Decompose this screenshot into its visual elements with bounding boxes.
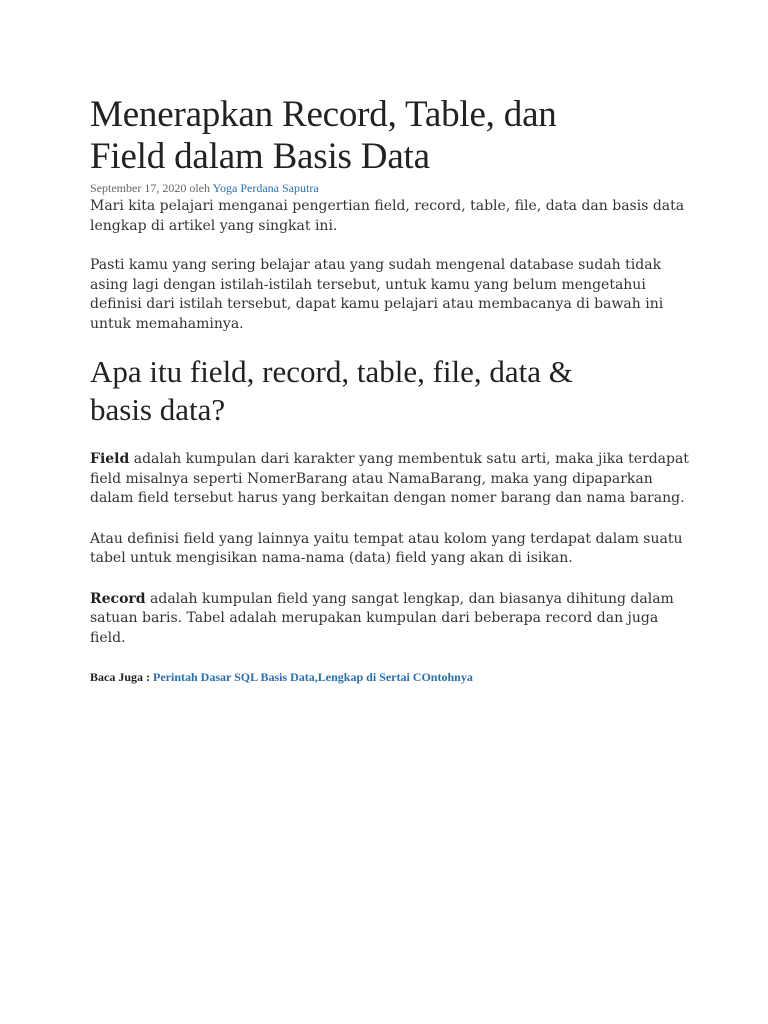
read-also [90,670,690,684]
paragraph-field-alt: Atau definisi field yang lainnya yaitu tempat atau kolom yang terdapat dalam suatu tabel untuk mengisikan nama-nama (data) field yang akan di isikan. [90,530,683,566]
paragraph-field [90,450,690,509]
article-title-line1: Menerapkan Record, Table, dan [90,94,557,135]
field-term: Field [90,451,130,467]
section-heading-line1: Apa itu field, record, table, file, data & [90,354,573,389]
article-title-line2: Field dalam Basis Data [90,136,430,177]
read-also-label: Baca Juga : [90,670,150,684]
section-heading [90,353,690,429]
byline-by: oleh [189,181,210,195]
paragraph-record [90,590,690,649]
article-title [90,94,690,178]
record-definition: adalah kumpulan field yang sangat lengkap, dan biasanya dihitung dalam satuan baris. Tabel adalah merupakan kumpulan dari beberapa record dan juga field. [90,590,674,646]
read-also-link[interactable]: Perintah Dasar SQL Basis Data,Lengkap di Sertai COntohnya [153,670,473,684]
author-link[interactable]: Yoga Perdana Saputra [212,181,319,195]
paragraph-database-terms: Pasti kamu yang sering belajar atau yang sudah mengenal database sudah tidak asing lagi dengan istilah-istilah tersebut, untuk kamu yang belum mengetahui definisi dari istilah tersebut, dapat kamu pelajari atau membacanya di bawah ini untuk memahaminya. [90,257,664,332]
article-meta [90,181,690,195]
record-term: Record [90,590,146,607]
article [90,94,690,684]
post-date: September 17, 2020 [90,181,187,195]
field-definition: adalah kumpulan dari karakter yang membentuk satu arti, maka jika terdapat field misalnya seperti NomerBarang atau NamaBarang, maka yang dipaparkan dalam field tersebut harus yang berkaitan dengan nomer barang dan nama barang. [90,451,689,506]
section-heading-line2: basis data? [90,392,226,427]
intro-paragraph: Mari kita pelajari menganai pengertian field, record, table, file, data dan basis data lengkap di artikel yang singkat ini. [90,198,685,234]
